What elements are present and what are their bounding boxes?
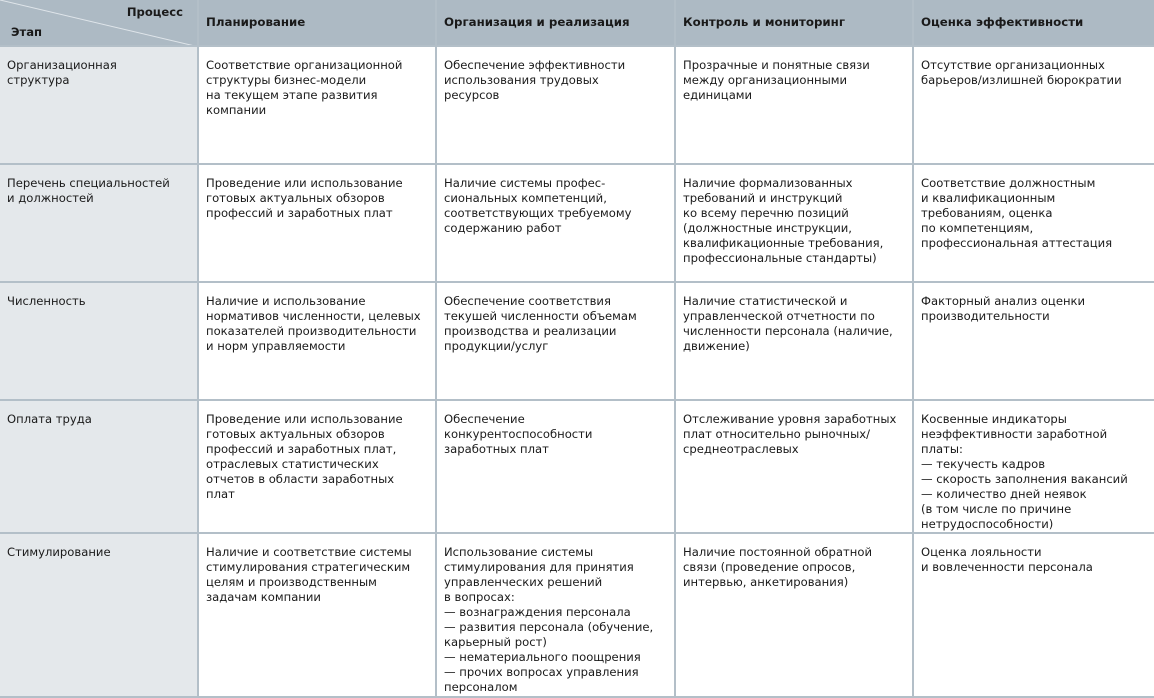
- table-cell: Обеспечение соответствия текушей численности объемам производства и реализации продукции/услуг: [437, 283, 676, 401]
- table-cell: Наличие и соответствие системы стимулирования стратегическим целям и производственным задачам компании: [199, 534, 437, 698]
- row-stage-label: Численность: [0, 283, 199, 401]
- stage-label: Этап: [11, 25, 43, 39]
- table-cell: Наличие статистической и управленческой отчетности по численности персонала (наличие, движение): [676, 283, 914, 401]
- table-cell: Отсутствие организационных барьеров/излишней бюрократии: [914, 47, 1154, 165]
- table-cell: Оценка лояльности и вовлеченности персонала: [914, 534, 1154, 698]
- table-cell: Наличие и использование нормативов численности, целевых показателей производительности и норм управляемости: [199, 283, 437, 401]
- corner-header-cell: [0, 0, 199, 47]
- column-header-control: Контроль и мониторинг: [676, 0, 914, 47]
- row-stage-label: Организационная структура: [0, 47, 199, 165]
- table-cell: Соответствие должностным и квалификационным требованиям, оценка по компетенциям, профессиональная аттестация: [914, 165, 1154, 283]
- table-cell: Обеспечение конкурентоспособности заработных плат: [437, 401, 676, 534]
- table-cell: Прозрачные и понятные связи между организационными единицами: [676, 47, 914, 165]
- table-cell: Отслеживание уровня заработных плат относительно рыночных/ среднеотраслевых: [676, 401, 914, 534]
- table-cell: Косвенные индикаторы неэффективности заработной платы: — текучесть кадров — скорость заполнения вакансий — количество дней неявок (в том числе по причине нетрудоспособности): [914, 401, 1154, 534]
- row-stage-label: Стимулирование: [0, 534, 199, 698]
- column-header-planning: Планирование: [199, 0, 437, 47]
- row-stage-label: Оплата труда: [0, 401, 199, 534]
- table-cell: Обеспечение эффективности использования трудовых ресурсов: [437, 47, 676, 165]
- table-cell: Наличие постоянной обратной связи (проведение опросов, интервью, анкетирования): [676, 534, 914, 698]
- table-cell: Проведение или использование готовых актуальных обзоров профессий и заработных плат: [199, 165, 437, 283]
- table-cell: Наличие системы профес- сиональных компетенций, соответствующих требуемому содержанию работ: [437, 165, 676, 283]
- column-header-evaluation: Оценка эффективности: [914, 0, 1154, 47]
- table-cell: Факторный анализ оценки производительности: [914, 283, 1154, 401]
- column-header-organization: Организация и реализация: [437, 0, 676, 47]
- table-cell: Наличие формализованных требований и инструкций ко всему перечню позиций (должностные инструкции, квалификационные требования, профессиональные стандарты): [676, 165, 914, 283]
- table-cell: Проведение или использование готовых актуальных обзоров профессий и заработных плат, отраслевых статистических отчетов в области заработных плат: [199, 401, 437, 534]
- table-cell: Использование системы стимулирования для принятия управленческих решений в вопросах: — вознаграждения персонала — развития персонала (обучение, карьерный рост) — нематериального поощрения — прочих вопросах управления персоналом: [437, 534, 676, 698]
- row-stage-label: Перечень специальностей и должностей: [0, 165, 199, 283]
- table-cell: Соответствие организационной структуры бизнес-модели на текущем этапе развития компании: [199, 47, 437, 165]
- process-label: Процесс: [126, 5, 183, 19]
